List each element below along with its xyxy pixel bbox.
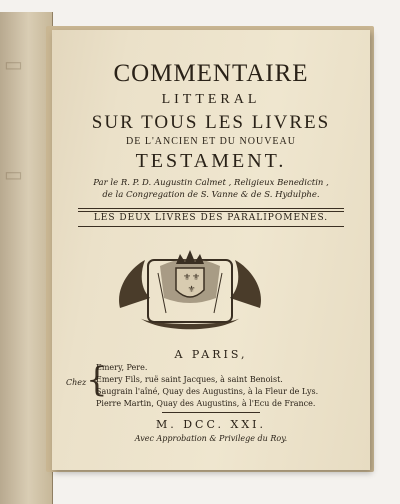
title-line-2: LITTERAL [161, 92, 261, 107]
privilege-line: Avec Approbation & Privilege du Roy. [134, 434, 288, 443]
ghost-letters: ▭ [4, 54, 24, 76]
imprint-chez: Chez [66, 378, 87, 387]
fleur-de-lys-icon: ⚜ [187, 285, 196, 295]
title-line-1: COMMENTAIRE [113, 60, 309, 87]
title-line-4: DE L'ANCIEN ET DU NOUVEAU [126, 136, 296, 147]
divider-rule [162, 412, 260, 413]
ornament-scroll-right [230, 260, 261, 308]
divider-rule [78, 211, 344, 212]
title-line-3: SUR TOUS LES LIVRES [91, 112, 331, 133]
ornament-scroll-left [119, 260, 150, 308]
imprint-place: A PARIS, [174, 348, 248, 361]
ghost-letters: ▭ [4, 164, 24, 186]
divider-rule [78, 226, 344, 227]
royal-arms-vignette [110, 238, 270, 338]
crown-icon [176, 250, 204, 264]
fleur-de-lys-icon: ⚜ [183, 273, 192, 283]
ornament-base [140, 318, 240, 329]
brace-icon: { [86, 360, 108, 400]
publisher-line: Emery, Pere. [96, 363, 148, 372]
volume-subtitle: LES DEUX LIVRES DES PARALIPOMENES. [93, 213, 329, 223]
fleur-de-lys-icon: ⚜ [192, 273, 201, 283]
publisher-line: Emery Fils, ruë saint Jacques, à saint Benoist. [96, 375, 283, 384]
title-line-5: TESTAMENT. [135, 150, 287, 172]
publisher-line: Saugrain l'aîné, Quay des Augustins, à la Fleur de Lys. [96, 387, 319, 396]
imprint-date: M. DCC. XXI. [155, 418, 266, 431]
author-line-2: de la Congregation de S. Vanne & de S. Hydulphe. [102, 190, 320, 200]
divider-rule [78, 208, 344, 209]
title-page [52, 30, 370, 470]
author-line-1: Par le R. P. D. Augustin Calmet , Religieux Benedictin , [93, 178, 329, 188]
publisher-line: Pierre Martin, Quay des Augustins, à l'Ecu de France. [96, 399, 316, 408]
